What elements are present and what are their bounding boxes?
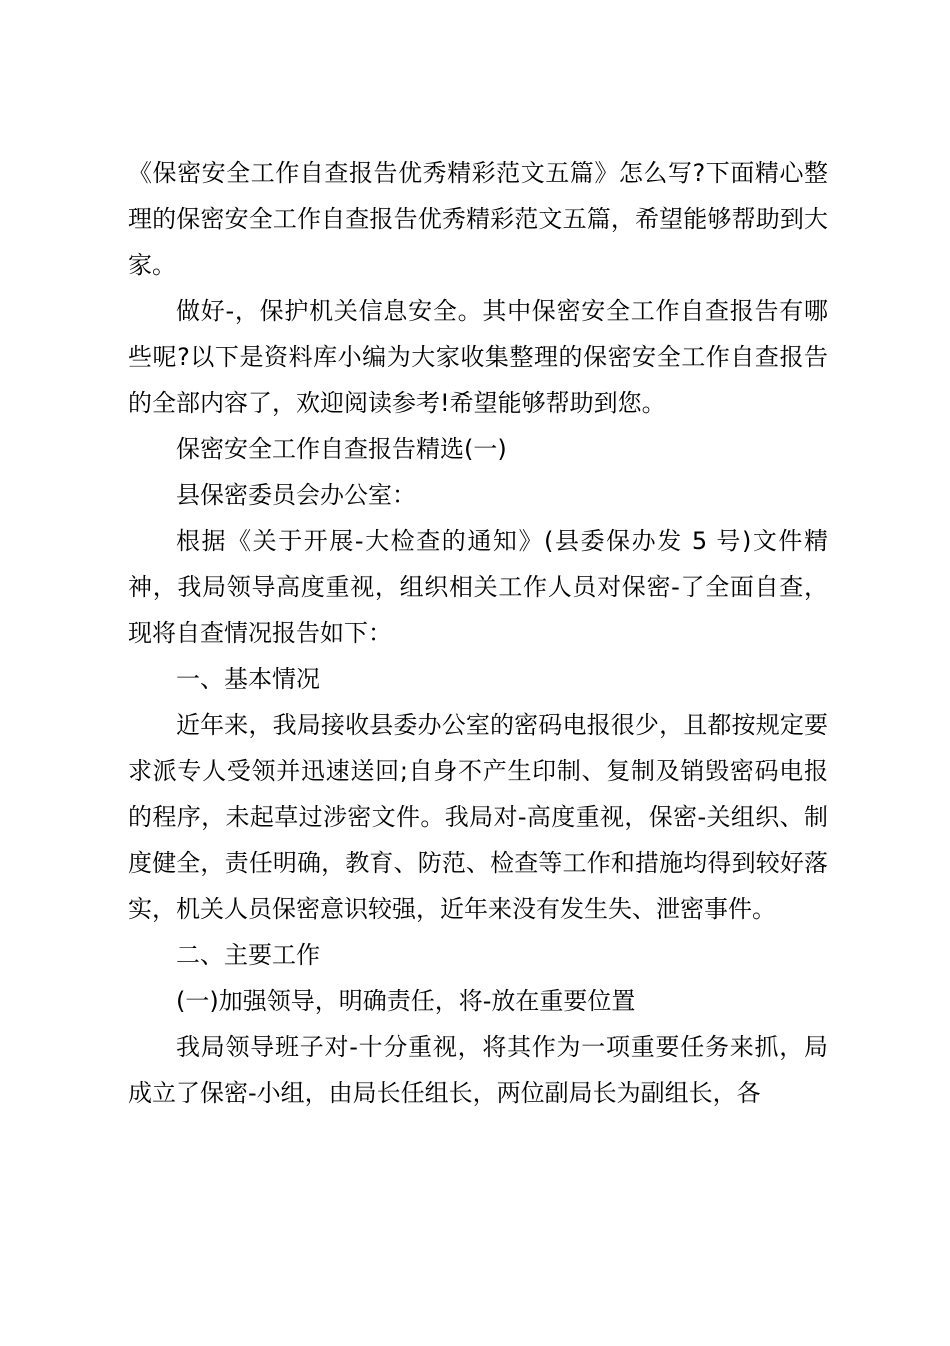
basic-situation-paragraph: 近年来，我局接收县委办公室的密码电报很少，且都按规定要求派专人受领并迅速送回;自身不产生印制、复制及销毁密码电报的程序，未起草过涉密文件。我局对-高度重视，保密-关组织、制度健全，责任明确，教育、防范、检查等工作和措施均得到较好落实，机关人员保密意识较强，近年来没有发生失、泄密事件。 bbox=[128, 711, 828, 923]
opening-paragraph: 根据《关于开展-大检查的通知》(县委保办发 5 号)文件精神，我局领导高度重视，组织相关工作人员对保密-了全面自查，现将自查情况报告如下： bbox=[128, 527, 828, 647]
heading-basic-situation: 一、基本情况 bbox=[176, 665, 320, 693]
subheading-leadership: (一)加强领导，明确责任，将-放在重要位置 bbox=[176, 987, 636, 1015]
intro-paragraph: 《保密安全工作自查报告优秀精彩范文五篇》怎么写?下面精心整理的保密安全工作自查报告优秀精彩范文五篇，希望能够帮助到大家。 bbox=[128, 159, 828, 279]
addressee-line: 县保密委员会办公室： bbox=[176, 481, 416, 509]
leadership-paragraph: 我局领导班子对-十分重视，将其作为一项重要任务来抓，局成立了保密-小组，由局长任组长，两位副局长为副组长，各 bbox=[128, 1033, 828, 1107]
heading-main-work: 二、主要工作 bbox=[176, 941, 320, 969]
preface-paragraph: 做好-，保护机关信息安全。其中保密安全工作自查报告有哪些呢?以下是资料库小编为大家收集整理的保密安全工作自查报告的全部内容了，欢迎阅读参考!希望能够帮助到您。 bbox=[128, 297, 828, 417]
document-body bbox=[128, 150, 828, 1116]
section-title: 保密安全工作自查报告精选(一) bbox=[176, 435, 507, 463]
